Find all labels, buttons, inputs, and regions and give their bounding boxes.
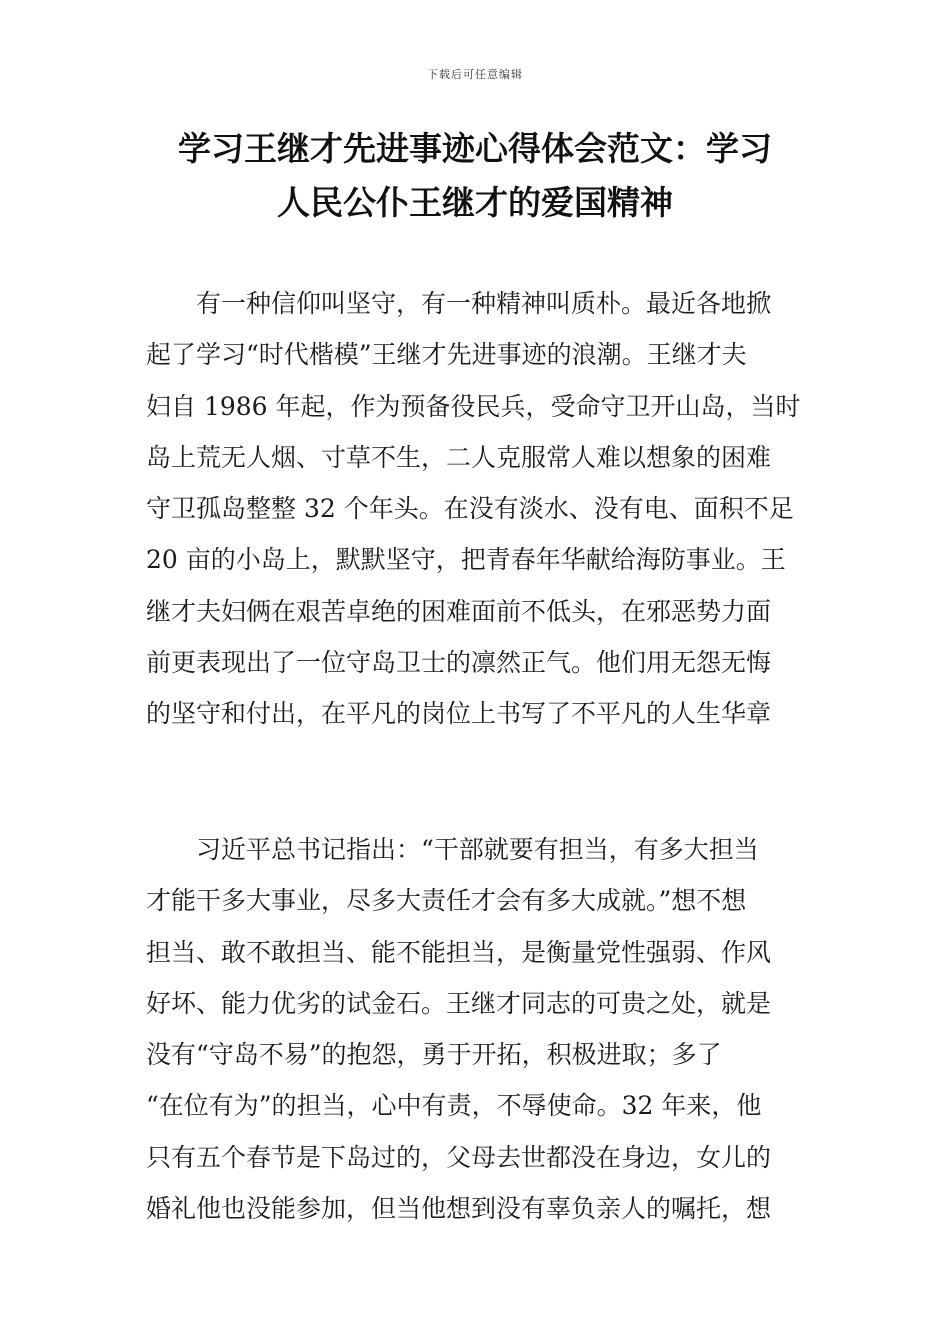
paragraph-line: 才能干多大事业，尽多大责任才会有多大成就。”想不想 xyxy=(146,886,747,916)
paragraph-line: 的坚守和付出，在平凡的岗位上书写了不平凡的人生华章 xyxy=(146,699,772,729)
paragraph-line: 没有“守岛不易”的抱怨，勇于开拓，积极进取；多了 xyxy=(146,1040,722,1070)
paragraph-line: 有一种信仰叫坚守，有一种精神叫质朴。最近各地掀 xyxy=(146,289,772,318)
paragraph-line: 岛上荒无人烟、寸草不生，二人克服常人难以想象的困难 xyxy=(146,442,772,472)
header-note: 下载后可任意编辑 xyxy=(427,68,523,81)
paragraph-line: 继才夫妇俩在艰苦卓绝的困难面前不低头，在邪恶势力面 xyxy=(146,596,772,626)
paragraph-2 xyxy=(146,824,806,1234)
paragraph-line: 妇自 1986 年起，作为预备役民兵，受命守卫开山岛，当时 xyxy=(146,391,801,421)
paragraph-line: 只有五个春节是下岛过的，父母去世都没在身边，女儿的 xyxy=(146,1142,772,1172)
paragraph-1 xyxy=(146,278,806,740)
paragraph-line: “在位有为”的担当，心中有责，不辱使命。32 年来，他 xyxy=(146,1091,762,1121)
paragraph-line: 担当、敢不敢担当、能不能担当，是衡量党性强弱、作风 xyxy=(146,937,772,967)
paragraph-line: 婚礼他也没能参加，但当他想到没有辜负亲人的嘱托，想 xyxy=(146,1194,772,1224)
paragraph-line: 好坏、能力优劣的试金石。王继才同志的可贵之处，就是 xyxy=(146,988,772,1018)
paragraph-line: 起了学习“时代楷模”王继才先进事迹的浪潮。王继才夫 xyxy=(146,340,747,370)
paragraph-line: 守卫孤岛整整 32 个年头。在没有淡水、没有电、面积不足 xyxy=(146,494,794,524)
document-title xyxy=(150,122,800,230)
title-line-1: 学习王继才先进事迹心得体会范文：学习 xyxy=(178,129,772,168)
title-line-2: 人民公仆王继才的爱国精神 xyxy=(277,183,673,222)
paragraph-line: 前更表现出了一位守岛卫士的凛然正气。他们用无怨无悔 xyxy=(146,648,772,678)
paragraph-line: 20 亩的小岛上，默默坚守，把青春年华献给海防事业。王 xyxy=(146,545,786,575)
paragraph-line: 习近平总书记指出：“干部就要有担当，有多大担当 xyxy=(146,835,759,864)
